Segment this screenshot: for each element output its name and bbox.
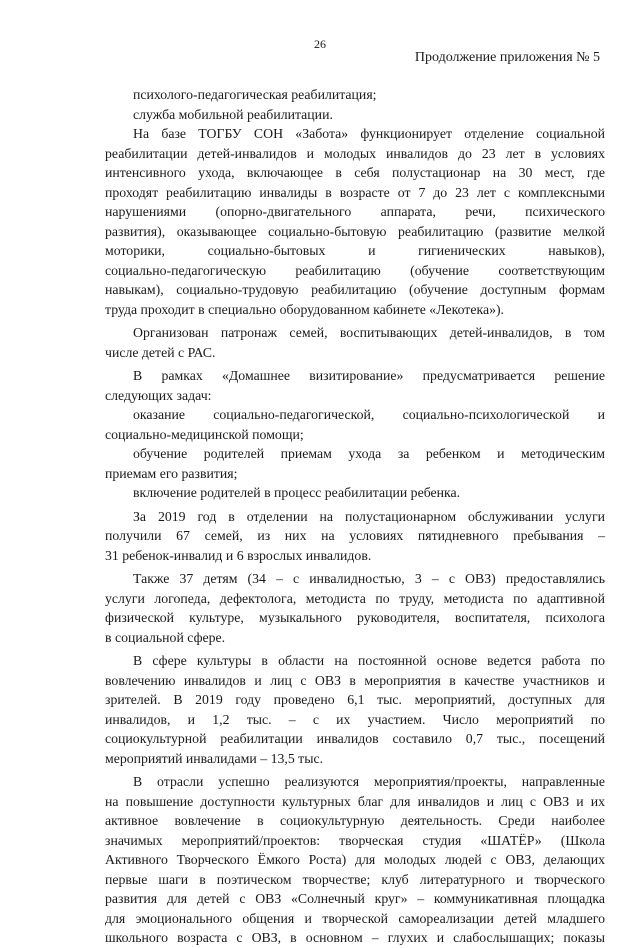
text-line: социокультурной реабилитации инвалидов составило 0,7 тыс., посещений <box>105 731 605 746</box>
appendix-header: Продолжение приложения № 5 <box>414 50 600 65</box>
text-line: на повышение доступности культурных благ для инвалидов и лиц с ОВЗ и их <box>105 793 605 809</box>
text-line: нарушениями (опорно-двигательного аппарата, речи, психического <box>105 204 605 219</box>
text-line: мероприятий инвалидами – 13,5 тыс. <box>105 750 324 766</box>
text-line: развития), оказывающее социально-бытовую реабилитацию (развитие мелкой <box>105 223 605 239</box>
text-line: служба мобильной реабилитации. <box>133 106 333 122</box>
text-line: В сфере культуры в области на постоянной основе ведется работа по <box>133 653 605 668</box>
text-line: оказание социально-педагогической, социально-психологической и <box>133 407 605 422</box>
text-line: В рамках «Домашнее визитирование» предусматривается решение <box>133 368 605 383</box>
text-line: Активного Творческого Ёмкого Роста) для молодых людей с ОВЗ, делающих <box>105 852 605 867</box>
text-line: Также 37 детям (34 – с инвалидностью, 3 – с ОВЗ) предоставлялись <box>133 571 605 586</box>
text-line: первые шаги в поэтическом творчестве; клуб литературного и творческого <box>105 871 605 887</box>
text-line: приемам его развития; <box>105 465 238 481</box>
text-line: следующих задач: <box>105 387 212 403</box>
text-line: труда проходит в специально оборудованном кабинете «Лекотека»). <box>105 301 505 317</box>
text-line: социально-медицинской помощи; <box>105 426 304 442</box>
text-line: развития для детей с ОВЗ «Солнечный круг» – коммуникативная площадка <box>105 891 605 906</box>
text-line: За 2019 год в отделении на полустационарном обслуживании услуги <box>133 508 605 524</box>
text-line: обучение родителей приемам ухода за ребенком и методическим <box>133 446 605 461</box>
text-line: включение родителей в процесс реабилитации ребенка. <box>133 485 461 500</box>
text-line: физической культуре, музыкального руководителя, воспитателя, психолога <box>105 610 605 625</box>
text-line: числе детей с РАС. <box>105 344 216 360</box>
text-line: значимых мероприятий/проектов: творческая студия «ШАТЁР» (Школа <box>105 832 605 848</box>
text-line: навыкам), социально-трудовую реабилитацию (обучение доступным формам <box>105 282 605 297</box>
text-line: для эмоционального общения и творческой самореализации детей младшего <box>105 910 605 926</box>
page-number: 26 <box>314 37 326 51</box>
text-line: моторики, социально-бытовых и гигиенических навыков), <box>105 243 605 258</box>
text-line: Организован патронаж семей, воспитывающих детей-инвалидов, в том <box>133 325 605 340</box>
text-line: вовлечению инвалидов и лиц с ОВЗ в мероприятия в качестве участников и <box>105 672 605 688</box>
text-line: социально-педагогическую реабилитацию (обучение соответствующим <box>105 262 605 278</box>
text-line: школьного возраста с ОВЗ, в основном – глухих и слабослышащих; показы <box>105 930 605 945</box>
text-line: 31 ребенок-инвалид и 6 взрослых инвалидов. <box>105 547 372 563</box>
text-line: В отрасли успешно реализуются мероприятия/проекты, направленные <box>133 774 605 789</box>
document-body <box>105 85 605 948</box>
text-line: услуги логопеда, дефектолога, методиста по труду, методиста по адаптивной <box>105 590 605 606</box>
text-line: в социальной сфере. <box>105 629 226 645</box>
text-line: зрителей. В 2019 году проведено 6,1 тыс. мероприятий, доступных для <box>105 692 605 707</box>
text-line: На базе ТОГБУ СОН «Забота» функционирует отделение социальной <box>133 126 605 141</box>
text-line: получили 67 семей, из них на условиях пятидневного пребывания – <box>105 528 605 543</box>
text-line: инвалидов, и 1,2 тыс. – с их участием. Число мероприятий по <box>105 711 605 727</box>
text-line: интенсивного ухода, включающее в себя полустационар на 30 мест, где <box>105 165 605 180</box>
text-line: проходят реабилитацию инвалиды в возрасте от 7 до 23 лет с комплексными <box>105 184 605 200</box>
text-line: психолого-педагогическая реабилитация; <box>133 87 377 102</box>
text-line: реабилитации детей-инвалидов и молодых инвалидов до 23 лет в условиях <box>105 145 605 161</box>
text-line: активное вовлечение в социокультурную деятельность. Среди наиболее <box>105 813 605 828</box>
